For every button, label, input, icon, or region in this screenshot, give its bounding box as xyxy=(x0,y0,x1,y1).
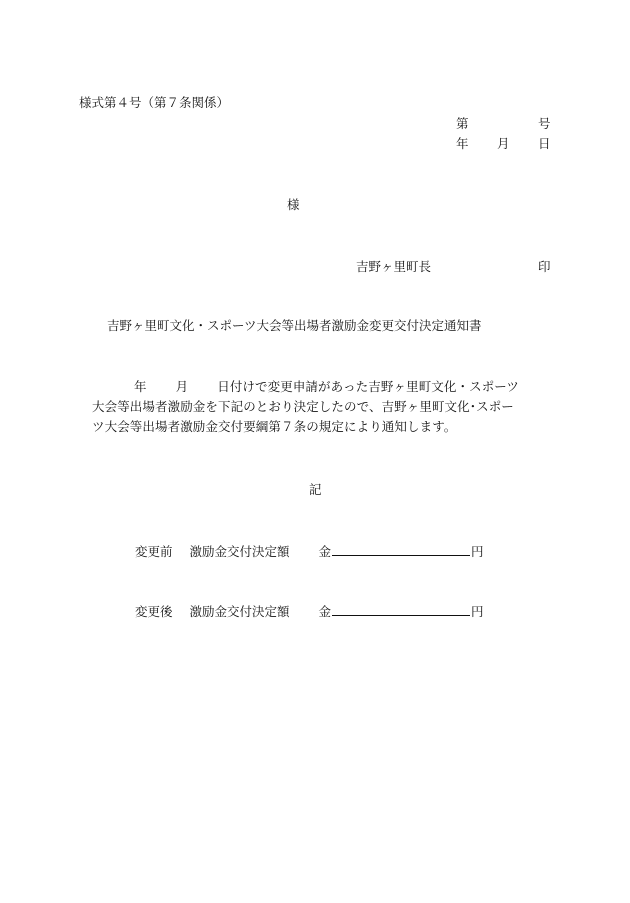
item-after-amount-blank xyxy=(332,603,470,616)
document-number-prefix: 第 xyxy=(456,116,469,131)
body-year: 年 xyxy=(134,379,147,394)
body-line-3: ツ大会等出場者激励金交付要綱第７条の規定により通知します。 xyxy=(92,419,457,434)
item-before-suffix: 円 xyxy=(471,544,484,559)
sender-name: 吉野ヶ里町長 xyxy=(356,259,432,274)
item-after xyxy=(135,603,484,619)
item-after-suffix: 円 xyxy=(471,604,484,619)
recipient-honorific: 様 xyxy=(287,197,300,212)
item-after-label: 変更後 xyxy=(135,604,173,619)
body-month: 月 xyxy=(175,379,189,394)
item-before-amount-blank xyxy=(332,543,470,556)
item-before-label: 変更前 xyxy=(135,544,173,559)
date-month: 月 xyxy=(497,136,510,151)
form-number: 様式第４号（第７条関係） xyxy=(79,95,230,110)
item-before-prefix: 金 xyxy=(318,544,332,559)
body-line-2: 大会等出場者激励金を下記のとおり決定したので、吉野ヶ里町文化･スポー xyxy=(92,399,514,414)
item-after-prefix: 金 xyxy=(318,604,332,619)
date-day: 日 xyxy=(538,136,551,151)
item-after-field: 激励金交付決定額 xyxy=(189,604,290,619)
ki-heading: 記 xyxy=(309,482,322,497)
document-title: 吉野ヶ里町文化・スポーツ大会等出場者激励金変更交付決定通知書 xyxy=(107,318,482,333)
seal-mark: 印 xyxy=(538,259,551,274)
body-line-1 xyxy=(92,377,562,397)
date-year: 年 xyxy=(456,136,469,151)
document-number-suffix: 号 xyxy=(538,116,551,131)
body-line-1-text: 日付けで変更申請があった吉野ヶ里町文化・スポーツ xyxy=(217,379,519,394)
item-before-field: 激励金交付決定額 xyxy=(189,544,290,559)
item-before xyxy=(135,543,484,559)
body-paragraph xyxy=(92,377,562,437)
